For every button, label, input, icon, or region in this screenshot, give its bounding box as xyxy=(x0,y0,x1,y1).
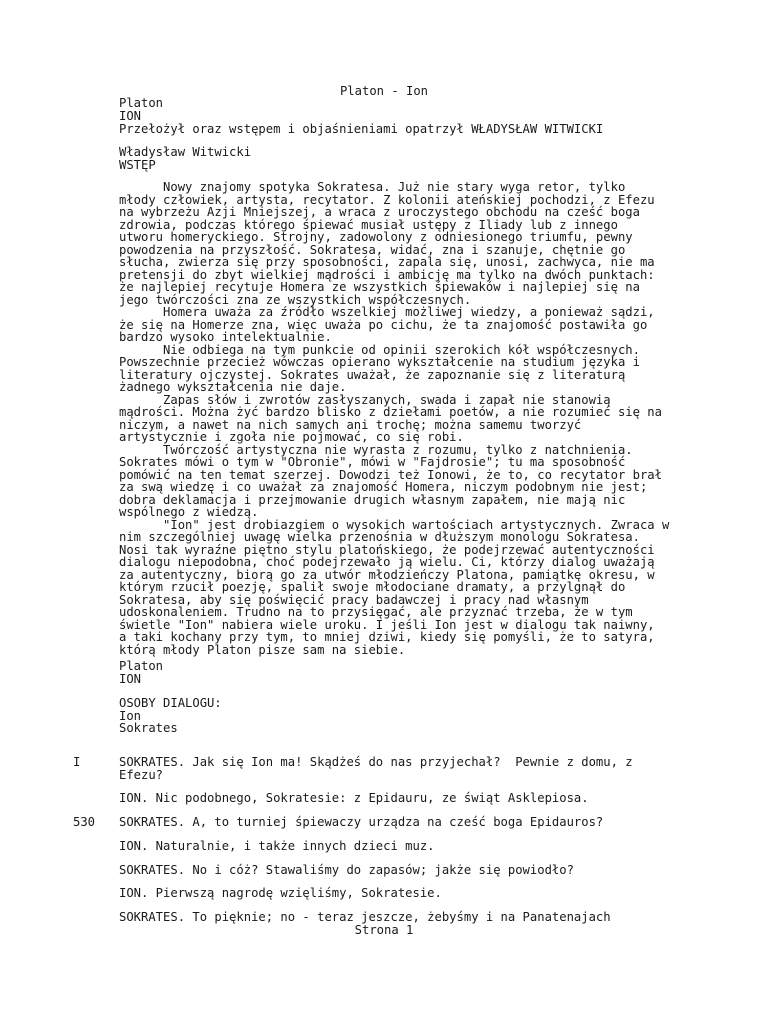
intro-line: którym rzucił poezję, spalił swoje młodociane dramaty, a przylgnął do xyxy=(119,580,626,594)
intro-line: świetle "Ion" nabiera wiele uroku. I jeśli Ion jest w dialogu tak naiwny, xyxy=(119,617,655,632)
intro-line: niczym, a nawet na nich samych ani trochę; można samemu tworzyć xyxy=(119,417,582,432)
intro-line: pomówić na ten temat szerzej. Dowodzi też Ionowi, że to, co recytator brał xyxy=(119,467,662,482)
dialogue-line: SOKRATES. No i cóż? Stawaliśmy do zapasów; jakże się powiodło? xyxy=(119,863,574,877)
intro-author-line: Władysław Witwicki xyxy=(119,145,252,159)
intro-line: a taki kochany przy tym, to mniej dziwi, kiedy się pomyśli, że to satyra, xyxy=(119,630,655,644)
author-line: Platon xyxy=(119,96,164,110)
persons-heading: OSOBY DIALOGU: xyxy=(119,696,222,710)
intro-line: zdrowia, podczas którego śpiewać musiał ustępy z Iliady lub z innego xyxy=(119,217,618,232)
intro-line: Sokrates mówi o tym w "Obronie", mówi w "Fajdrosie"; tu ma sposobność xyxy=(119,455,626,469)
intro-line: utworu homeryckiego. Strojny, zadowolony z odniesionego triumfu, pewny xyxy=(119,230,633,244)
dialogue-line: Efezu? xyxy=(119,768,164,782)
intro-line: Nosi tak wyraźne piętno stylu platońskiego, że podejrzewać autentyczności xyxy=(119,542,655,557)
intro-line: młody człowiek, artysta, recytator. Z kolonii ateńskiej pochodzi, z Efezu xyxy=(119,192,655,207)
dialogue-line: ION. Nic podobnego, Sokratesie: z Epidauru, ze świąt Asklepiosa. xyxy=(119,791,589,805)
document-title: Platon - Ion xyxy=(339,84,429,98)
intro-heading: WSTĘP xyxy=(119,158,156,172)
stephanus-number: 530 xyxy=(73,815,96,829)
intro-line: Homera uważa za źródło wszelkiej możliwej wiedzy, a ponieważ sądzi, xyxy=(119,305,655,319)
intro-line: literatury ojczystej. Sokrates uważał, że zapoznanie się z literaturą xyxy=(119,367,626,382)
intro-line: Twórczość artystyczna nie wyrasta z rozumu, tylko z natchnienia. xyxy=(119,442,633,457)
intro-line: artystycznie i zgoła nie pojmować, co się robi. xyxy=(119,430,464,444)
intro-line: Sokratesa, aby się poświęcić pracy badawczej i pracy nad własnym xyxy=(119,592,589,607)
intro-line: Nie odbiega na tym punkcie od opinii szerokich kół współczesnych. xyxy=(119,342,640,357)
person-name: Ion xyxy=(119,709,142,723)
intro-line: że najlepiej recytuje Homera ze wszystkich śpiewaków i najlepiej się na xyxy=(119,280,640,294)
title-block-work: ION xyxy=(119,672,142,686)
dialogue-line: ION. Naturalnie, i także innych dzieci muz. xyxy=(119,839,435,853)
intro-line: słucha, zwierza się przy sposobności, zapala się, unosi, zachwyca, nie ma xyxy=(119,255,655,269)
intro-line: wspólnego z wiedzą. xyxy=(119,505,259,519)
title-block-author: Platon xyxy=(119,659,164,673)
intro-line: pretensji do zbyt wielkiej mądrości i ambicję ma tylko na dwóch punktach: xyxy=(119,267,655,282)
intro-line: którą młody Platon pisze sam na siebie. xyxy=(119,642,406,657)
intro-line: żadnego wykształcenia nie daje. xyxy=(119,380,347,394)
intro-line: "Ion" jest drobiazgiem o wysokich wartościach artystycznych. Zwraca w xyxy=(119,517,670,532)
dialogue-line: SOKRATES. A, to turniej śpiewaczy urządza na cześć boga Epidauros? xyxy=(119,815,604,829)
dialogue-line: ION. Pierwszą nagrodę wzięliśmy, Sokratesie. xyxy=(119,886,442,900)
intro-line: udoskonaleniem. Trudno na to przysięgać, ale przyznać trzeba, że w tym xyxy=(119,605,633,619)
intro-line: Zapas słów i zwrotów zasłyszanych, swada i zapał nie stanowią xyxy=(119,392,611,407)
intro-line: nim szczególniej uwagę wielka przenośnia w dłuższym monologu Sokratesa. xyxy=(119,530,640,544)
translator-line: Przełożył oraz wstępem i objaśnieniami opatrzył WŁADYSŁAW WITWICKI xyxy=(119,122,604,136)
intro-line: za autentyczny, biorą go za utwór młodzieńczy Platona, pamiątkę okresu, w xyxy=(119,567,655,582)
intro-line: dobra deklamacja i przejmowanie drugich własnym zapałem, nie mają nic xyxy=(119,492,626,507)
intro-line: bardzo wysoko intelektualnie. xyxy=(119,330,332,344)
intro-line: jego twórczości zna ze wszystkich współczesnych. xyxy=(119,292,472,307)
person-name: Sokrates xyxy=(119,721,178,735)
dialogue-line: SOKRATES. Jak się Ion ma! Skądżeś do nas przyjechał? Pewnie z domu, z xyxy=(119,755,633,769)
intro-line: Nowy znajomy spotyka Sokratesa. Już nie stary wyga retor, tylko xyxy=(119,180,626,194)
intro-line: za swą wiedzę i co uważał za znajomość Homera, niczym podobnym nie jest; xyxy=(119,480,648,494)
work-title-line: ION xyxy=(119,109,142,123)
dialogue-line: SOKRATES. To pięknie; no - teraz jeszcze, żebyśmy i na Panatenajach xyxy=(119,910,611,924)
intro-line: mądrości. Można żyć bardzo blisko z dziełami poetów, a nie rozumieć się na xyxy=(119,405,662,419)
intro-line: na wybrzeżu Azji Mniejszej, a wraca z uroczystego obchodu na cześć boga xyxy=(119,205,640,219)
page-number: Strona 1 xyxy=(354,923,414,937)
intro-line: że się na Homerze zna, więc uważa po cichu, że ta znajomość postawiła go xyxy=(119,317,648,332)
intro-text xyxy=(119,181,679,656)
section-number: I xyxy=(73,755,81,769)
intro-line: powodzenia na przyszłość. Sokratesa, widać, zna i szanuje, chętnie go xyxy=(119,242,626,257)
intro-line: Powszechnie przecież wówczas opierano wykształcenie na studium języka i xyxy=(119,355,640,369)
intro-line: dialogu niepodobna, choć podejrzewało ją wielu. Ci, którzy dialog uważają xyxy=(119,555,655,569)
